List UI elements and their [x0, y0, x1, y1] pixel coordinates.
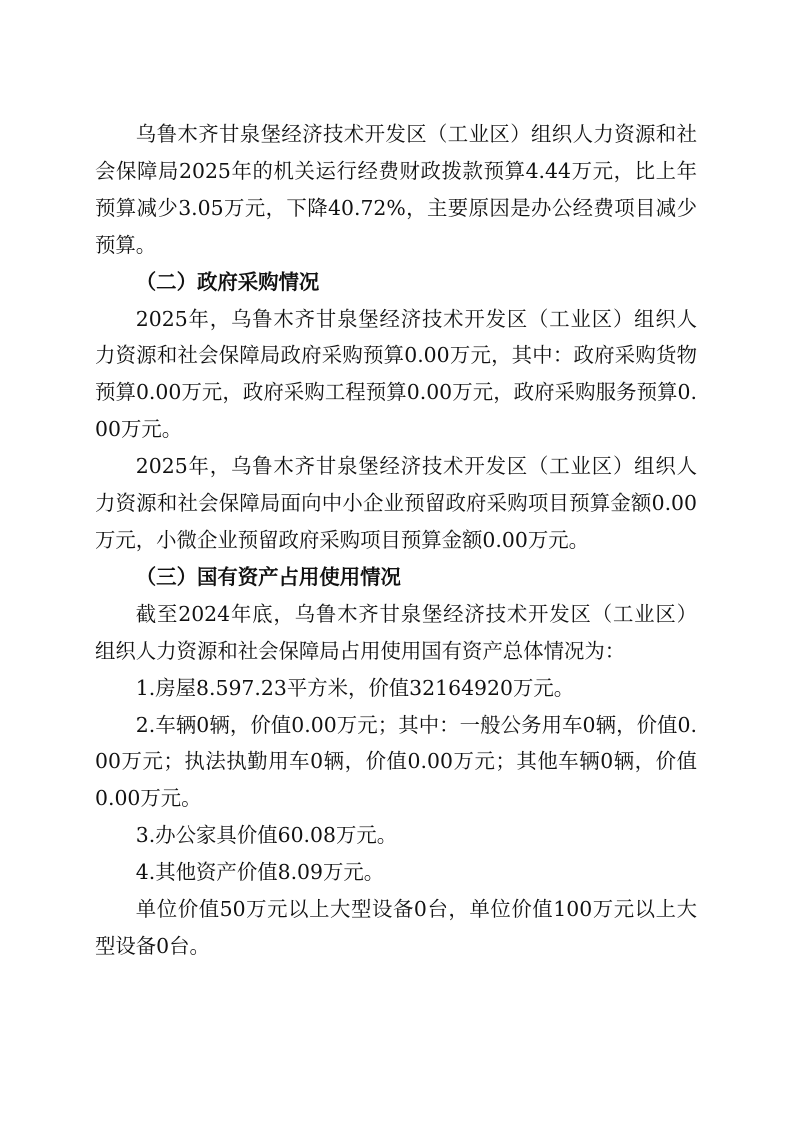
paragraph-operating-expenses: 乌鲁木齐甘泉堡经济技术开发区（工业区）组织人力资源和社会保障局2025年的机关运行经费财政拨款预算4.44万元，比上年预算减少3.05万元，下降40.72%，主要原因是办公经费项目减少预算。 [95, 122, 697, 257]
paragraph-assets-overview: 截至2024年底，乌鲁木齐甘泉堡经济技术开发区（工业区）组织人力资源和社会保障局占用使用国有资产总体情况为： [95, 601, 697, 663]
list-item-buildings: 1.房屋8.597.23平方米，价值32164920万元。 [135, 675, 575, 700]
list-item-office-furniture: 3.办公家具价值60.08万元。 [135, 823, 398, 848]
document-body [95, 116, 697, 965]
list-item-other-assets: 4.其他资产价值8.09万元。 [135, 860, 385, 885]
section-heading-government-procurement: （二）政府采购情况 [135, 269, 320, 294]
paragraph-sme-reserved-procurement: 2025年，乌鲁木齐甘泉堡经济技术开发区（工业区）组织人力资源和社会保障局面向中小企业预留政府采购项目预算金额0.00万元，小微企业预留政府采购项目预算金额0.00万元。 [95, 454, 697, 552]
paragraph-procurement-budget: 2025年，乌鲁木齐甘泉堡经济技术开发区（工业区）组织人力资源和社会保障局政府采购预算0.00万元，其中：政府采购货物预算0.00万元，政府采购工程预算0.00万元，政府采购服务预算0.00万元。 [95, 306, 697, 442]
section-heading-state-assets: （三）国有资产占用使用情况 [135, 564, 401, 589]
paragraph-large-equipment: 单位价值50万元以上大型设备0台，单位价值100万元以上大型设备0台。 [95, 897, 697, 958]
list-item-vehicles: 2.车辆0辆，价值0.00万元；其中：一般公务用车0辆，价值0.00万元；执法执勤用车0辆，价值0.00万元；其他车辆0辆，价值0.00万元。 [95, 712, 697, 811]
